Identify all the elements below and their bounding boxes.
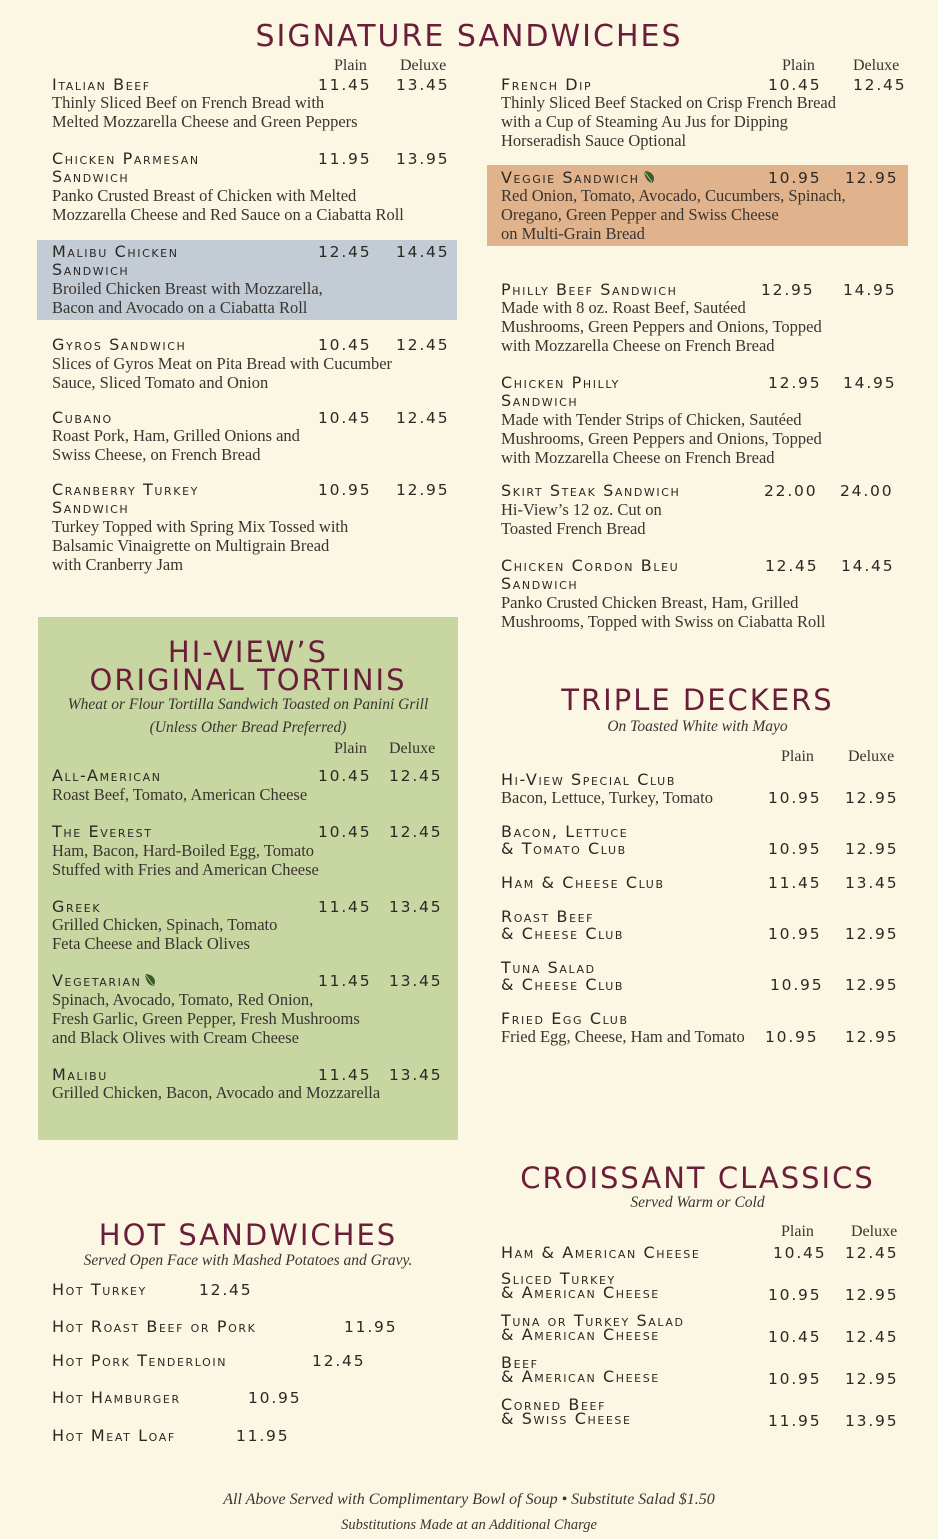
- item-name: Malibu Chicken: [52, 242, 179, 261]
- item-description: Red Onion, Tomato, Avocado, Cucumbers, Spinach, Oregano, Green Pepper and Swiss Cheese on Multi-Grain Bread: [501, 186, 846, 243]
- item-name: Ham & American Cheese: [501, 1243, 701, 1262]
- item-name: Fried Egg Club: [501, 1009, 629, 1028]
- item-name: Malibu: [52, 1065, 108, 1084]
- price-deluxe: 12.95: [845, 840, 899, 858]
- item-name: Beef: [501, 1353, 539, 1372]
- sig-left-deluxe-header: Deluxe: [400, 57, 447, 74]
- price-plain: 11.45: [318, 972, 372, 990]
- item-name: Hot Pork Tenderloin: [52, 1351, 228, 1370]
- croissant-classics-title: CROISSANT CLASSICS: [520, 1161, 875, 1195]
- price-plain: 12.95: [768, 374, 822, 392]
- price-plain: 22.00: [764, 482, 818, 500]
- croissant-plain-header: Plain: [781, 1223, 814, 1240]
- price-deluxe: 13.95: [396, 150, 450, 168]
- tortinis-title-line2: ORIGINAL TORTINIS: [89, 663, 407, 697]
- price-plain: 12.45: [765, 557, 819, 575]
- item-name: Cubano: [52, 408, 113, 427]
- price-deluxe: 14.95: [843, 374, 897, 392]
- item-name: All-American: [52, 766, 162, 785]
- tortinis-subtitle-note: (Unless Other Bread Preferred): [149, 719, 347, 736]
- item-description: Bacon, Lettuce, Turkey, Tomato: [501, 788, 713, 807]
- item-name: Chicken Philly: [501, 373, 620, 392]
- item-name: [52, 972, 156, 990]
- item-name: Cranberry Turkey: [52, 480, 199, 499]
- item-name: Bacon, Lettuce: [501, 822, 629, 841]
- price-plain: 10.95: [768, 1286, 822, 1304]
- price-plain: 10.45: [318, 409, 372, 427]
- price-plain: 10.95: [768, 789, 822, 807]
- price-deluxe: 24.00: [840, 482, 894, 500]
- price-plain: 12.45: [318, 243, 372, 261]
- item-description: Hi-View’s 12 oz. Cut on Toasted French Bread: [501, 500, 662, 538]
- item-name-line2: & American Cheese: [501, 1367, 660, 1386]
- triple-deckers-subtitle: On Toasted White with Mayo: [607, 718, 788, 735]
- price-plain: 10.45: [318, 336, 372, 354]
- item-name: Hot Meat Loaf: [52, 1426, 176, 1445]
- item-description: Broiled Chicken Breast with Mozzarella, Bacon and Avocado on a Ciabatta Roll: [52, 279, 323, 317]
- item-description: Turkey Topped with Spring Mix Tossed with Balsamic Vinaigrette on Multigrain Bread with Cranberry Jam: [52, 517, 349, 574]
- item-description: Slices of Gyros Meat on Pita Bread with Cucumber Sauce, Sliced Tomato and Onion: [52, 354, 393, 392]
- item-name: Chicken Parmesan: [52, 149, 200, 168]
- triple-deluxe-header: Deluxe: [848, 748, 895, 765]
- price-plain: 10.95: [770, 976, 824, 994]
- item-name-line2: & Swiss Cheese: [501, 1409, 632, 1428]
- price-deluxe: 13.45: [389, 898, 443, 916]
- item-name: Tuna or Turkey Salad: [501, 1311, 685, 1330]
- signature-title: SIGNATURE SANDWICHES: [255, 19, 683, 54]
- item-name: Hot Turkey: [52, 1280, 147, 1299]
- item-name-line2: & Tomato Club: [501, 839, 627, 858]
- triple-plain-header: Plain: [781, 748, 814, 765]
- tortinis-plain-header: Plain: [334, 740, 367, 757]
- item-name: Hot Roast Beef or Pork: [52, 1317, 257, 1336]
- price-plain: 10.45: [773, 1244, 827, 1262]
- tortinis-deluxe-header: Deluxe: [389, 740, 436, 757]
- item-name-line2: & Cheese Club: [501, 924, 625, 943]
- item-name: Chicken Cordon Bleu: [501, 556, 680, 575]
- price-plain: 10.95: [768, 925, 822, 943]
- item-name: Tuna Salad: [501, 958, 596, 977]
- triple-deckers-title: TRIPLE DECKERS: [561, 683, 834, 717]
- item-name: Roast Beef: [501, 907, 595, 926]
- price-deluxe: 13.95: [845, 1412, 899, 1430]
- item-name-line2: Sandwich: [501, 391, 579, 410]
- price-deluxe: 12.95: [845, 976, 899, 994]
- item-name: [501, 169, 655, 187]
- price-plain: 10.95: [768, 169, 822, 187]
- price-deluxe: 12.95: [396, 481, 450, 499]
- item-name-line2: Sandwich: [52, 260, 130, 279]
- item-name-line2: & Cheese Club: [501, 975, 625, 994]
- item-description: Thinly Sliced Beef Stacked on Crisp French Bread with a Cup of Steaming Au Jus for Dipping Horseradish Sauce Optional: [501, 93, 836, 150]
- sig-right-plain-header: Plain: [782, 57, 815, 74]
- item-description: Roast Beef, Tomato, American Cheese: [52, 785, 308, 804]
- leaf-icon: [643, 170, 655, 184]
- price-deluxe: 12.45: [845, 1244, 899, 1262]
- price: 11.95: [344, 1318, 398, 1336]
- item-name: Sliced Turkey: [501, 1269, 616, 1288]
- item-description: Grilled Chicken, Spinach, Tomato Feta Cheese and Black Olives: [52, 915, 278, 953]
- price-deluxe: 14.45: [396, 243, 450, 261]
- price-deluxe: 12.95: [845, 169, 899, 187]
- price-deluxe: 12.95: [845, 1286, 899, 1304]
- price-plain: 12.95: [761, 281, 815, 299]
- price-deluxe: 14.95: [843, 281, 897, 299]
- item-name-text: Vegetarian: [52, 971, 142, 990]
- price-plain: 10.95: [318, 481, 372, 499]
- price-deluxe: 12.45: [389, 823, 443, 841]
- item-name: Italian Beef: [52, 75, 151, 94]
- item-description: Roast Pork, Ham, Grilled Onions and Swiss Cheese, on French Bread: [52, 426, 300, 464]
- price-deluxe: 13.45: [396, 76, 450, 94]
- price-plain: 11.45: [318, 76, 372, 94]
- price-deluxe: 14.45: [841, 557, 895, 575]
- price-plain: 11.95: [318, 150, 372, 168]
- price-deluxe: 12.95: [845, 1028, 899, 1046]
- price: 11.95: [236, 1427, 290, 1445]
- price-plain: 10.45: [768, 1328, 822, 1346]
- item-name-line2: Sandwich: [52, 498, 130, 517]
- price-plain: 11.45: [318, 1066, 372, 1084]
- price-plain: 10.45: [318, 823, 372, 841]
- price-deluxe: 13.45: [845, 874, 899, 892]
- price-deluxe: 13.45: [389, 1066, 443, 1084]
- sig-left-plain-header: Plain: [334, 57, 367, 74]
- item-description: Thinly Sliced Beef on French Bread with Melted Mozzarella Cheese and Green Peppers: [52, 93, 358, 131]
- leaf-icon: [144, 973, 156, 987]
- item-name-line2: Sandwich: [52, 167, 130, 186]
- tortinis-subtitle: Wheat or Flour Tortilla Sandwich Toasted on Panini Grill: [67, 696, 429, 713]
- item-name-text: Veggie Sandwich: [501, 168, 640, 187]
- price-deluxe: 12.45: [396, 336, 450, 354]
- price-plain: 11.45: [768, 874, 822, 892]
- item-name: Skirt Steak Sandwich: [501, 481, 681, 500]
- price-deluxe: 12.45: [845, 1328, 899, 1346]
- croissant-classics-subtitle: Served Warm or Cold: [630, 1194, 765, 1211]
- item-name: French Dip: [501, 75, 593, 94]
- price: 12.45: [199, 1281, 253, 1299]
- price-deluxe: 13.45: [389, 972, 443, 990]
- price-plain: 10.95: [765, 1028, 819, 1046]
- price: 12.45: [312, 1352, 366, 1370]
- item-description: Grilled Chicken, Bacon, Avocado and Mozzarella: [52, 1083, 381, 1102]
- item-name: The Everest: [52, 822, 153, 841]
- croissant-deluxe-header: Deluxe: [851, 1223, 898, 1240]
- item-description: Fried Egg, Cheese, Ham and Tomato: [501, 1027, 745, 1046]
- item-description: Spinach, Avocado, Tomato, Red Onion, Fresh Garlic, Green Pepper, Fresh Mushrooms and Black Olives with Cream Cheese: [52, 990, 360, 1047]
- item-description: Made with Tender Strips of Chicken, Sautéed Mushrooms, Green Peppers and Onions, Topped with Mozzarella Cheese on French Bread: [501, 410, 822, 467]
- price-deluxe: 12.45: [853, 76, 907, 94]
- item-name-line2: Sandwich: [501, 574, 579, 593]
- price-deluxe: 12.45: [389, 767, 443, 785]
- price-plain: 10.45: [768, 76, 822, 94]
- price-deluxe: 12.95: [845, 925, 899, 943]
- footer-soup-note: All Above Served with Complimentary Bowl of Soup • Substitute Salad $1.50: [223, 1491, 715, 1508]
- price-deluxe: 12.45: [396, 409, 450, 427]
- item-description: Panko Crusted Breast of Chicken with Melted Mozzarella Cheese and Red Sauce on a Ciabatta Roll: [52, 186, 404, 224]
- item-name: Corned Beef: [501, 1395, 607, 1414]
- item-name: Philly Beef Sandwich: [501, 280, 678, 299]
- footer-substitution-note: Substitutions Made at an Additional Charge: [341, 1517, 597, 1533]
- price: 10.95: [248, 1389, 302, 1407]
- hot-sandwiches-subtitle: Served Open Face with Mashed Potatoes and Gravy.: [83, 1252, 413, 1269]
- price-plain: 11.45: [318, 898, 372, 916]
- price-deluxe: 12.95: [845, 789, 899, 807]
- price-plain: 10.95: [768, 840, 822, 858]
- item-name-line2: & American Cheese: [501, 1325, 660, 1344]
- item-name: Hot Hamburger: [52, 1388, 181, 1407]
- price-plain: 11.95: [768, 1412, 822, 1430]
- tortinis-title-line1: HI-VIEW’S: [167, 635, 329, 669]
- hot-sandwiches-title: HOT SANDWICHES: [98, 1218, 398, 1252]
- item-name: Gyros Sandwich: [52, 335, 187, 354]
- item-name: Ham & Cheese Club: [501, 873, 665, 892]
- item-name: Greek: [52, 897, 102, 916]
- price-deluxe: 12.95: [845, 1370, 899, 1388]
- price-plain: 10.95: [768, 1370, 822, 1388]
- sig-right-deluxe-header: Deluxe: [853, 57, 900, 74]
- item-description: Panko Crusted Chicken Breast, Ham, Grilled Mushrooms, Topped with Swiss on Ciabatta Roll: [501, 593, 826, 631]
- item-description: Ham, Bacon, Hard-Boiled Egg, Tomato Stuffed with Fries and American Cheese: [52, 841, 319, 879]
- item-name: Hi-View Special Club: [501, 770, 676, 789]
- item-description: Made with 8 oz. Roast Beef, Sautéed Mushrooms, Green Peppers and Onions, Topped with Mozzarella Cheese on French Bread: [501, 298, 822, 355]
- price-plain: 10.45: [318, 767, 372, 785]
- item-name-line2: & American Cheese: [501, 1283, 660, 1302]
